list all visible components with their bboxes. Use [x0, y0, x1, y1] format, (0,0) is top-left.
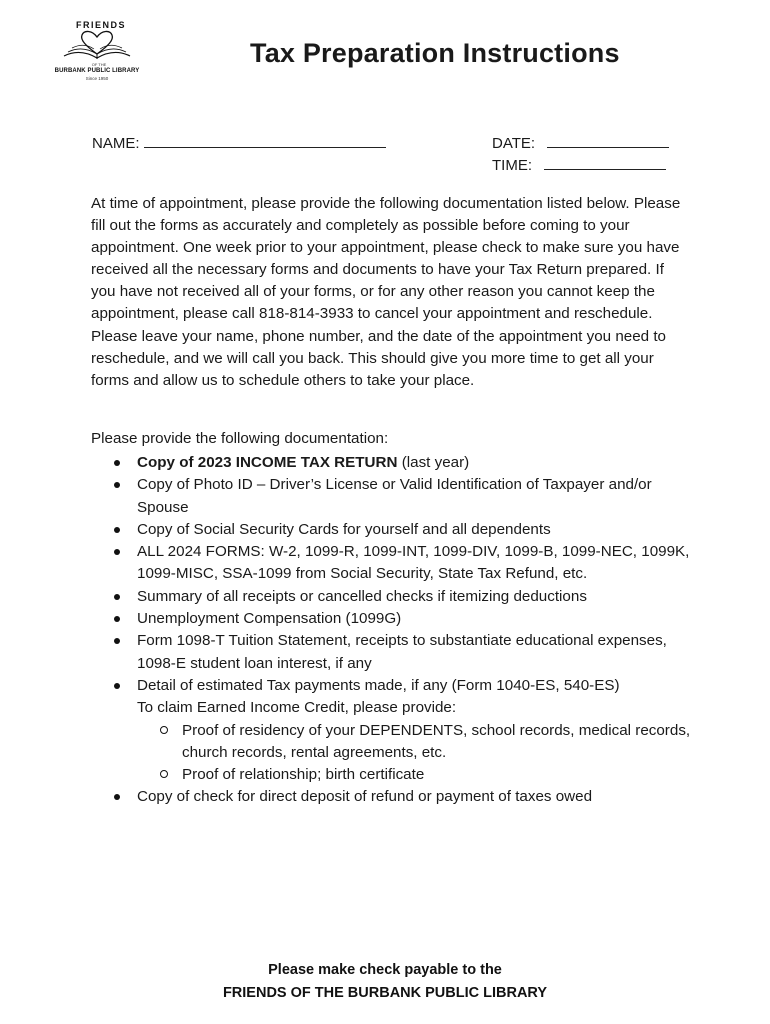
bullet-icon	[114, 594, 120, 600]
bullet-icon	[114, 527, 120, 533]
list-item	[91, 586, 691, 608]
hollow-bullet-icon	[160, 770, 168, 778]
time-blank-line[interactable]	[544, 157, 666, 170]
name-label: NAME:	[92, 135, 140, 152]
page-title: Tax Preparation Instructions	[250, 38, 620, 68]
bullet-icon	[114, 794, 120, 800]
logo-since-text: Since 1950	[85, 76, 109, 81]
ssn-cards-text: Copy of Social Security Cards for yourself and all dependents	[137, 520, 551, 538]
list-item	[91, 452, 691, 474]
bullet-icon	[114, 482, 120, 488]
hollow-bullet-icon	[160, 726, 168, 734]
time-field	[492, 157, 666, 174]
bullet-icon	[114, 460, 120, 466]
footer-line-2: FRIENDS OF THE BURBANK PUBLIC LIBRARY	[222, 985, 548, 1001]
bullet-icon	[114, 549, 120, 555]
list-item	[91, 720, 691, 765]
prior-return-note: (last year)	[397, 454, 470, 471]
name-field	[92, 135, 386, 152]
bullet-icon	[114, 683, 120, 689]
footer-line-1: Please make check payable to the	[268, 962, 502, 978]
list-item	[91, 608, 691, 630]
list-item	[91, 519, 691, 541]
list-item	[91, 786, 691, 808]
tuition-text: Form 1098-T Tuition Statement, receipts to substantiate educational expenses, 1098-E student loan interest, if any	[137, 632, 667, 672]
eic-note: To claim Earned Income Credit, please provide:	[137, 699, 457, 717]
direct-deposit-text: Copy of check for direct deposit of refund or payment of taxes owed	[137, 788, 593, 806]
date-blank-line[interactable]	[547, 135, 669, 148]
time-label: TIME:	[492, 157, 532, 174]
bullet-icon	[114, 616, 120, 622]
documentation-heading: Please provide the following documentation:	[91, 430, 389, 447]
estimated-payments-text: Detail of estimated Tax payments made, if any (Form 1040-ES, 540-ES)	[137, 676, 620, 694]
name-blank-line[interactable]	[144, 135, 386, 148]
forms-2024-text: ALL 2024 FORMS: W-2, 1099-R, 1099-INT, 1099-DIV, 1099-B, 1099-NEC, 1099K, 1099-MISC, SSA-1099 from Social Security, State Tax Refund, etc.	[137, 543, 690, 583]
relationship-proof-text: Proof of relationship; birth certificate	[182, 766, 425, 784]
logo-library-name: BURBANK PUBLIC LIBRARY	[54, 68, 140, 74]
residency-proof-text: Proof of residency of your DEPENDENTS, school records, medical records, church records, rental agreements, etc.	[182, 721, 691, 761]
photo-id-text: Copy of Photo ID – Driver’s License or Valid Identification of Taxpayer and/or Spouse	[137, 476, 652, 516]
list-item	[91, 764, 691, 786]
prior-return-label: Copy of 2023 INCOME TAX RETURN	[137, 454, 398, 471]
date-field	[492, 135, 669, 152]
documentation-list	[91, 452, 691, 809]
list-item	[91, 541, 691, 586]
logo-friends-text: FRIENDS	[75, 20, 126, 30]
date-label: DATE:	[492, 135, 536, 152]
eic-sub-list	[91, 720, 691, 787]
list-item	[91, 474, 691, 519]
intro-paragraph: At time of appointment, please provide the following documentation listed below. Please fill out the forms as accurately and completely as possible before coming to your appointment. One week prior to your appointment, please check to make sure you have received all the necessary forms and documents to have your Tax Return prepared. If you have not received all of your forms, or for any other reason you cannot keep the appointment, please call 818-814-3933 to cancel your appointment and reschedule. Please leave your name, phone number, and the date of the appointment you need to reschedule, and we will call you back. This should give you more time to get all your forms and allow us to schedule others to take your place.	[91, 195, 681, 389]
bullet-icon	[114, 638, 120, 644]
unemployment-text: Unemployment Compensation (1099G)	[137, 610, 402, 628]
eic-section	[91, 697, 691, 786]
list-item	[91, 675, 691, 697]
list-item	[91, 630, 691, 675]
friends-library-logo	[54, 18, 140, 88]
receipts-text: Summary of all receipts or cancelled checks if itemizing deductions	[137, 587, 587, 605]
logo-of-the-text: OF THE	[91, 62, 107, 67]
